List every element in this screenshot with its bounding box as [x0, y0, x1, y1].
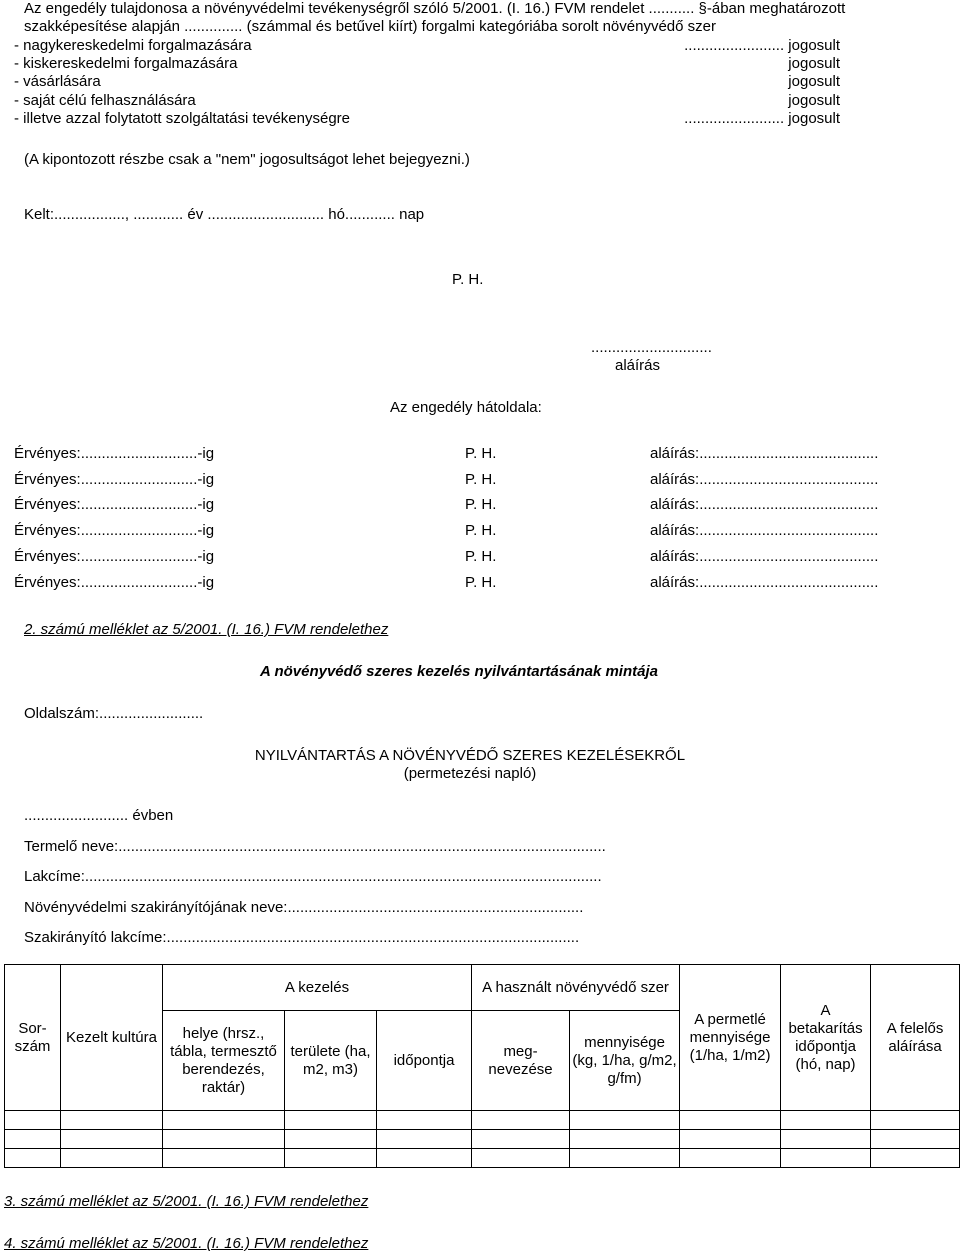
- table-cell[interactable]: [61, 1111, 163, 1130]
- right-label-own-use: - saját célú felhasználására: [14, 92, 196, 109]
- back-title: Az engedély hátoldala:: [390, 399, 542, 416]
- table-cell[interactable]: [781, 1111, 871, 1130]
- header-sorszam: Sor-szám: [5, 965, 61, 1111]
- table-cell[interactable]: [5, 1149, 61, 1168]
- header-mennyisege: mennyisége (kg, 1/ha, g/m2, g/fm): [570, 1011, 680, 1111]
- table-cell[interactable]: [163, 1130, 285, 1149]
- right-value-wholesale: ........................ jogosult: [684, 37, 840, 54]
- table-cell[interactable]: [871, 1149, 960, 1168]
- kelt-line: Kelt:................., ............ év ............................ hó............ nap: [24, 206, 425, 223]
- validity-ph: P. H.: [465, 548, 497, 565]
- supervisor-name-field: Növényvédelmi szakirányítójának neve:.......................................................................: [24, 899, 584, 916]
- table-cell[interactable]: [377, 1149, 472, 1168]
- right-value-own-use: jogosult: [788, 92, 840, 109]
- year-field: ......................... évben: [24, 807, 174, 824]
- table-cell[interactable]: [570, 1149, 680, 1168]
- table-cell[interactable]: [163, 1111, 285, 1130]
- table-cell[interactable]: [680, 1130, 781, 1149]
- header-terulete: területe (ha, m2, m3): [285, 1011, 377, 1111]
- stamp-ph: P. H.: [452, 271, 484, 288]
- table-cell[interactable]: [781, 1149, 871, 1168]
- validity-sign: aláírás:...........................................: [650, 445, 879, 462]
- intro-line-2: szakképesítése alapján .............. (számmal és betűvel kiírt) forgalmi kategóriába sorolt növényvédő szer: [24, 18, 716, 35]
- producer-name-field: Termelő neve:.....................................................................................................................: [24, 838, 606, 855]
- right-label-wholesale: - nagykereskedelmi forgalmazására: [14, 37, 252, 54]
- table-cell[interactable]: [285, 1149, 377, 1168]
- table-cell[interactable]: [570, 1111, 680, 1130]
- validity-sign: aláírás:...........................................: [650, 522, 879, 539]
- table-row: [5, 1130, 960, 1149]
- validity-valid: Érvényes:............................-ig: [14, 496, 215, 513]
- table-cell[interactable]: [5, 1111, 61, 1130]
- record-subtitle: (permetezési napló): [403, 765, 537, 782]
- validity-valid: Érvényes:............................-ig: [14, 522, 215, 539]
- validity-sign: aláírás:...........................................: [650, 548, 879, 565]
- treatment-record-table: [4, 964, 960, 1168]
- table-cell[interactable]: [570, 1130, 680, 1149]
- table-cell[interactable]: [680, 1111, 781, 1130]
- table-header-row-1: [5, 965, 960, 1011]
- table-cell[interactable]: [680, 1149, 781, 1168]
- header-idopontja: időpontja: [377, 1011, 472, 1111]
- right-label-purchase: - vásárlására: [14, 73, 101, 90]
- validity-valid: Érvényes:............................-ig: [14, 548, 215, 565]
- table-cell[interactable]: [163, 1149, 285, 1168]
- validity-sign: aláírás:...........................................: [650, 496, 879, 513]
- table-cell[interactable]: [5, 1130, 61, 1149]
- table-cell[interactable]: [781, 1130, 871, 1149]
- table-cell[interactable]: [871, 1111, 960, 1130]
- table-cell[interactable]: [472, 1111, 570, 1130]
- header-group-szer: A használt növényvédő szer: [472, 965, 680, 1011]
- table-cell[interactable]: [871, 1130, 960, 1149]
- record-title: NYILVÁNTARTÁS A NÖVÉNYVÉDŐ SZERES KEZELÉSEKRŐL: [254, 747, 686, 764]
- address-field: Lakcíme:............................................................................................................................: [24, 868, 602, 885]
- right-label-service: - illetve azzal folytatott szolgáltatási tevékenységre: [14, 110, 350, 127]
- annex-2-heading: 2. számú melléklet az 5/2001. (I. 16.) FVM rendelethez: [24, 621, 389, 638]
- right-value-purchase: jogosult: [788, 73, 840, 90]
- supervisor-address-field: Szakirányító lakcíme:...................................................................................................: [24, 929, 580, 946]
- annex-4-heading: 4. számú melléklet az 5/2001. (I. 16.) FVM rendelethez: [4, 1235, 369, 1252]
- right-value-service: ........................ jogosult: [684, 110, 840, 127]
- signature-dots: .............................: [591, 339, 712, 356]
- table-cell[interactable]: [285, 1111, 377, 1130]
- right-value-retail: jogosult: [788, 55, 840, 72]
- sample-title: A növényvédő szeres kezelés nyilvántartásának mintája: [260, 663, 658, 680]
- header-betakaritas: A betakarítás időpontja (hó, nap): [781, 965, 871, 1111]
- intro-line-1: Az engedély tulajdonosa a növényvédelmi tevékenységről szóló 5/2001. (I. 16.) FVM rendelet ........... §-ában meghatározott: [24, 0, 846, 17]
- table-row: [5, 1111, 960, 1130]
- header-permetle: A permetlé mennyisége (1/ha, 1/m2): [680, 965, 781, 1111]
- validity-valid: Érvényes:............................-ig: [14, 471, 215, 488]
- table-cell[interactable]: [377, 1130, 472, 1149]
- note-text: (A kipontozott részbe csak a "nem" jogosultságot lehet bejegyezni.): [24, 151, 470, 168]
- validity-sign: aláírás:...........................................: [650, 574, 879, 591]
- validity-valid: Érvényes:............................-ig: [14, 445, 215, 462]
- header-megnevezese: meg-nevezése: [472, 1011, 570, 1111]
- validity-ph: P. H.: [465, 574, 497, 591]
- page-number-field: Oldalszám:.........................: [24, 705, 204, 722]
- validity-sign: aláírás:...........................................: [650, 471, 879, 488]
- validity-ph: P. H.: [465, 471, 497, 488]
- table-cell[interactable]: [472, 1130, 570, 1149]
- validity-ph: P. H.: [465, 522, 497, 539]
- header-helye: helye (hrsz., tábla, termesztő berendezés, raktár): [163, 1011, 285, 1111]
- table-cell[interactable]: [377, 1111, 472, 1130]
- table-cell[interactable]: [285, 1130, 377, 1149]
- validity-ph: P. H.: [465, 445, 497, 462]
- annex-3-heading: 3. számú melléklet az 5/2001. (I. 16.) FVM rendelethez: [4, 1193, 369, 1210]
- header-group-kezeles: A kezelés: [163, 965, 472, 1011]
- header-kultura: Kezelt kultúra: [61, 965, 163, 1111]
- table-row: [5, 1149, 960, 1168]
- table-cell[interactable]: [472, 1149, 570, 1168]
- header-alairas: A felelős aláírása: [871, 965, 960, 1111]
- right-label-retail: - kiskereskedelmi forgalmazására: [14, 55, 238, 72]
- table-cell[interactable]: [61, 1149, 163, 1168]
- signature-label: aláírás: [615, 357, 661, 374]
- table-cell[interactable]: [61, 1130, 163, 1149]
- validity-ph: P. H.: [465, 496, 497, 513]
- validity-valid: Érvényes:............................-ig: [14, 574, 215, 591]
